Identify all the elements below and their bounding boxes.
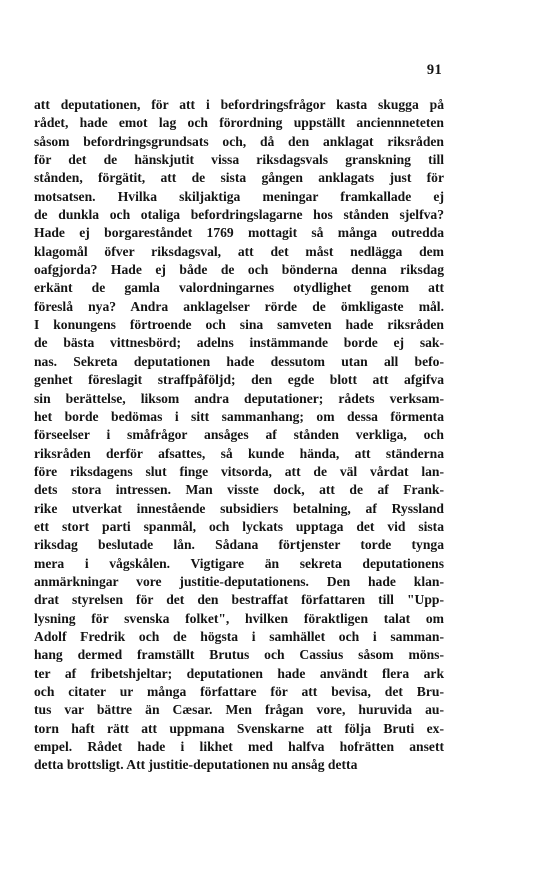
text-line: Adolf Fredrik och de högsta i samhället och i samman-	[34, 628, 444, 644]
text-line: detta brottsligt. Att justitie-deputationen nu ansåg detta	[34, 757, 358, 773]
text-line: motsatsen. Hvilka skiljaktiga meningar framkallade ej	[34, 188, 444, 204]
text-line: mera i vågskålen. Vigtigare än sekreta deputationens	[34, 555, 444, 571]
text-line: riksdag beslutade lån. Sådana förtjenster torde tynga	[34, 537, 444, 553]
text-line: nas. Sekreta deputationen hade dessutom utan all befo-	[34, 353, 444, 369]
text-line: torn haft rätt att uppmana Svenskarne att följa Bruti ex-	[34, 720, 444, 736]
text-line: sin berättelse, liksom andra deputationer; rådets verksam-	[34, 390, 444, 406]
text-line: hang dermed framställt Brutus och Cassius såsom möns-	[34, 647, 444, 663]
text-line: stånden, förgätit, att de sista gången anklagats just för	[34, 170, 444, 186]
text-line: ter af fribetshjeltar; deputationen hade användt flera ark	[34, 665, 444, 681]
text-line: förseelser i småfrågor ansåges af stånden verkliga, och	[34, 427, 444, 443]
text-line: såsom befordringsgrundsats och, då den anklagat riksråden	[34, 133, 444, 149]
text-line: het borde bedömas i sitt sammanhang; om dessa förmenta	[34, 408, 444, 424]
text-line: Hade ej borgareståndet 1769 mottagit så många outredda	[34, 225, 444, 241]
text-line: rike utverkat innestående subsidiers betalning, af Ryssland	[34, 500, 444, 516]
text-line: de dunkla och otaliga befordringslagarne hos stånden sjelfva?	[34, 207, 444, 223]
text-line: oafgjorda? Hade ej både de och bönderna denna riksdag	[34, 262, 444, 278]
text-line: erkänt de gamla valordningarnes otydlighet genom att	[34, 280, 444, 296]
text-line: att deputationen, för att i befordringsfrågor kasta skugga på	[34, 97, 444, 112]
text-line: anmärkningar vore justitie-deputationens. Den hade klan-	[34, 573, 444, 589]
text-line: och citater ur många författare för att bevisa, det Bru-	[34, 684, 444, 699]
text-line: föreslå nya? Andra anklagelser rörde de ömkligaste mål.	[34, 298, 444, 314]
text-line: lysning för svenska folket", hvilken föraktligen talat om	[34, 610, 444, 626]
page-number: 91	[426, 62, 442, 78]
text-line: genhet föreslagit straffpåföljd; den egde blott att afgifva	[34, 372, 444, 388]
text-line: riksråden derför afsattes, så kunde hända, att ständerna	[34, 445, 444, 461]
text-line: för det de hänskjutit vissa riksdagsvals granskning till	[34, 152, 444, 168]
text-line: klagomål öfver riksdagsval, att det måst nedlägga dem	[34, 243, 444, 259]
text-line: I konungens förtroende och sina samveten hade riksråden	[34, 317, 444, 333]
body-text	[34, 96, 444, 775]
text-line: rådet, hade emot lag och förordning uppställt anciennneteten	[34, 115, 444, 131]
text-line: tus var bättre än Cæsar. Men frågan vore, huruvida au-	[34, 702, 444, 718]
text-line: före riksdagens slut finge vitsorda, att de väl vårdat lan-	[34, 463, 444, 479]
text-line: drat styrelsen för det den bestraffat författaren till "Upp-	[34, 592, 444, 608]
text-line: dets stora intressen. Man visste dock, att de af Frank-	[34, 482, 444, 498]
text-line: de bästa vittnesbörd; adelns instämmande borde ej sak-	[34, 335, 444, 351]
text-line: ett stort parti spanmål, och lyckats upptaga det vid sista	[34, 518, 444, 534]
text-line: empel. Rådet hade i likhet med halfva hofrätten ansett	[34, 739, 444, 755]
